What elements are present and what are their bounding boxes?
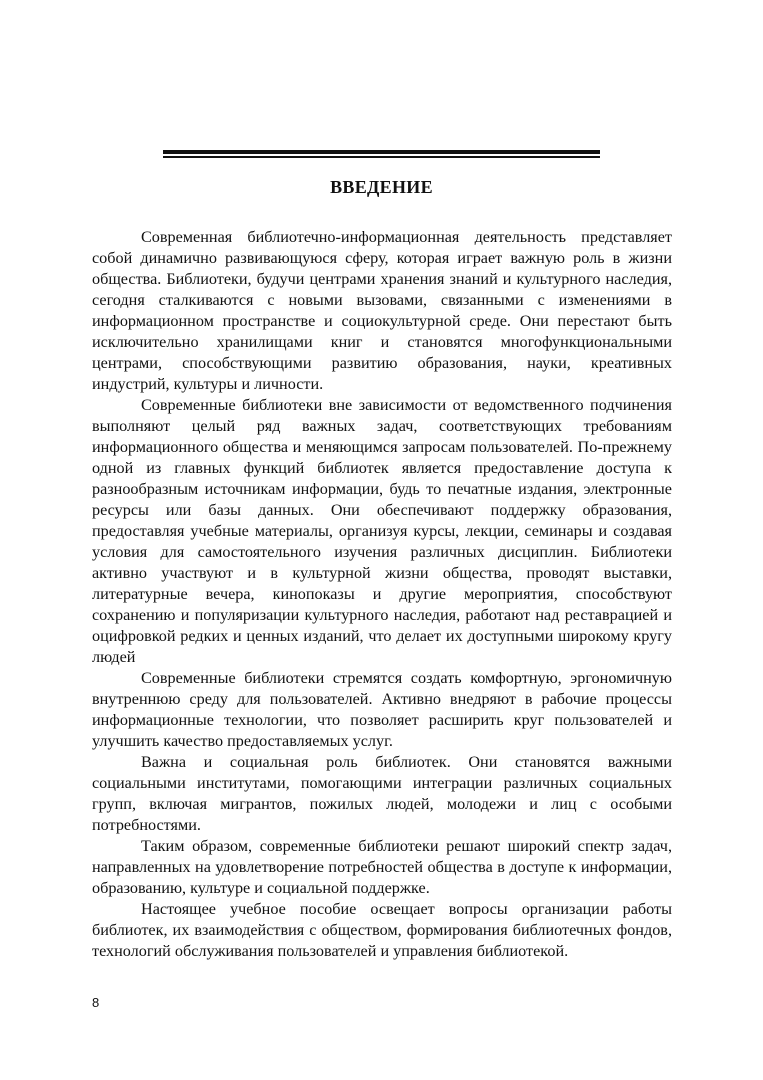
chapter-header-rule xyxy=(163,150,600,158)
paragraph: Настоящее учебное пособие освещает вопросы организации работы библиотек, их взаимодействия с обществом, формирования библиотечных фондов, технологий обслуживания пользователей и управления библиотекой. xyxy=(92,900,672,960)
rule-thin-line xyxy=(163,156,600,158)
paragraph: Важна и социальная роль библиотек. Они становятся важными социальными институтами, помогающими интеграции различных социальных групп, включая мигрантов, пожилых людей, молодежи и лиц с особыми потребностями. xyxy=(92,753,672,834)
paragraph: Современные библиотеки стремятся создать комфортную, эргономичную внутреннюю среду для пользователей. Активно внедряют в рабочие процессы информационные технологии, что позволяет расширить круг пользователей и улучшить качество предоставляемых услуг. xyxy=(92,669,672,750)
paragraph: Современная библиотечно-информационная деятельность представляет собой динамично развивающуюся сферу, которая играет важную роль в жизни общества. Библиотеки, будучи центрами хранения знаний и культурного наследия, сегодня сталкиваются с новыми вызовами, связанными с изменениями в информационном пространстве и социокультурной среде. Они перестают быть исключительно хранилищами книг и становятся многофункциональными центрами, способствующими развитию образования, науки, креативных индустрий, культуры и личности. xyxy=(92,228,672,393)
rule-thick-line xyxy=(163,150,600,154)
paragraph: Современные библиотеки вне зависимости от ведомственного подчинения выполняют целый ряд важных задач, соответствующих требованиям информационного общества и меняющимся запросам пользователей. По-прежнему одной из главных функций библиотек является предоставление доступа к разнообразным источникам информации, будь то печатные издания, электронные ресурсы или базы данных. Они обеспечивают поддержку образования, предоставляя учебные материалы, организуя курсы, лекции, семинары и создавая условия для самостоятельного изучения различных дисциплин. Библиотеки активно участвуют и в культурной жизни общества, проводят выставки, литературные вечера, кинопоказы и другие мероприятия, способствуют сохранению и популяризации культурного наследия, работают над реставрацией и оцифровкой редких и ценных изданий, что делает их доступными широкому кругу людей xyxy=(92,396,672,666)
paragraph: Таким образом, современные библиотеки решают широкий спектр задач, направленных на удовлетворение потребностей общества в доступе к информации, образованию, культуре и социальной поддержке. xyxy=(92,837,672,897)
body-text xyxy=(92,227,672,962)
page-number: 8 xyxy=(92,995,100,1010)
chapter-title: ВВЕДЕНИЕ xyxy=(330,177,433,197)
